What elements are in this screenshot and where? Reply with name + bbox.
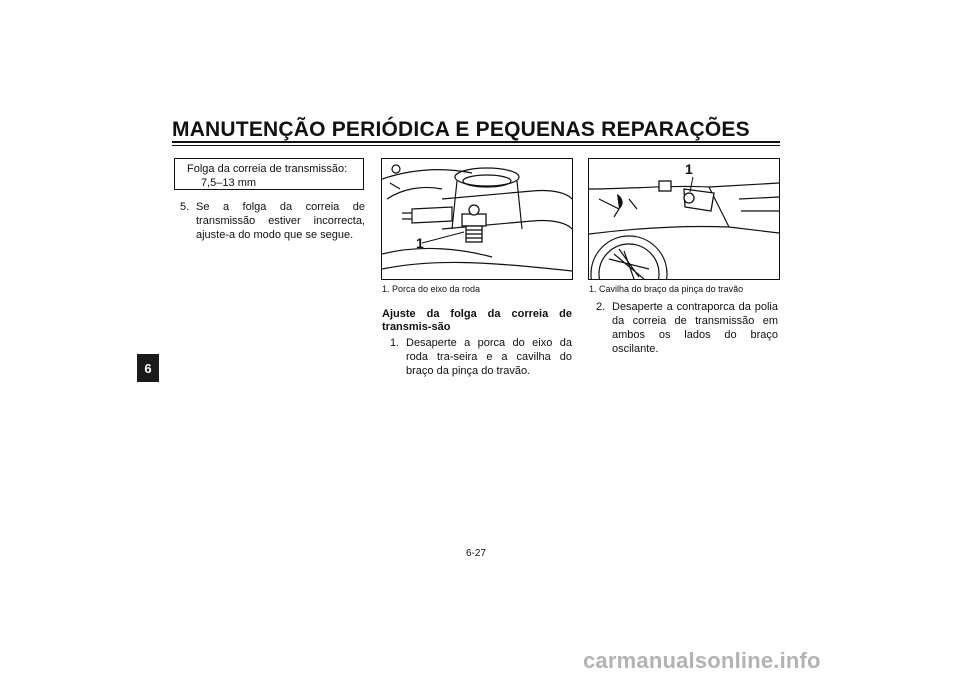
step-number: 2. [596, 301, 606, 313]
spec-value: 7,5–13 mm [201, 177, 257, 189]
figure-brake-caliper-bolt [588, 158, 780, 280]
step-2 [596, 300, 778, 356]
header-rule [172, 141, 780, 143]
step-text: Se a folga da correia de transmissão estiver incorrecta, ajuste-a do modo que se segue. [196, 201, 365, 241]
step-number: 5. [180, 201, 190, 213]
step-1 [382, 336, 572, 378]
page-number: 6-27 [466, 548, 487, 559]
spec-label: Folga da correia de transmissão: [187, 163, 348, 175]
axle-nut-illustration [382, 159, 572, 279]
middle-column [382, 308, 572, 378]
left-column [180, 200, 365, 242]
step-number: 1. [390, 337, 400, 349]
callout-1: 1 [685, 161, 693, 177]
figure2-caption: 1. Cavilha do braço da pinça do travão [589, 284, 744, 294]
callout-1: 1 [416, 235, 424, 251]
step-text: Desaperte a porca do eixo da roda tra-seira e a cavilha do braço da pinça do travão. [406, 337, 572, 377]
figure-wheel-axle-nut [381, 158, 573, 280]
step-5 [180, 200, 365, 242]
section-heading: Ajuste da folga da correia de transmis-são [382, 308, 572, 333]
spec-box [174, 158, 364, 190]
header-rule-thin [172, 145, 780, 146]
page-title: MANUTENÇÃO PERIÓDICA E PEQUENAS REPARAÇÕES [172, 118, 750, 141]
step-text: Desaperte a contraporca da polia da correia de transmissão em ambos os lados do braço oscilante. [612, 301, 778, 355]
right-column [596, 300, 778, 356]
section-tab: 6 [137, 354, 159, 382]
figure1-caption: 1. Porca do eixo da roda [382, 284, 481, 294]
watermark: carmanualsonline.info [583, 648, 821, 673]
caliper-bolt-illustration [589, 159, 779, 279]
